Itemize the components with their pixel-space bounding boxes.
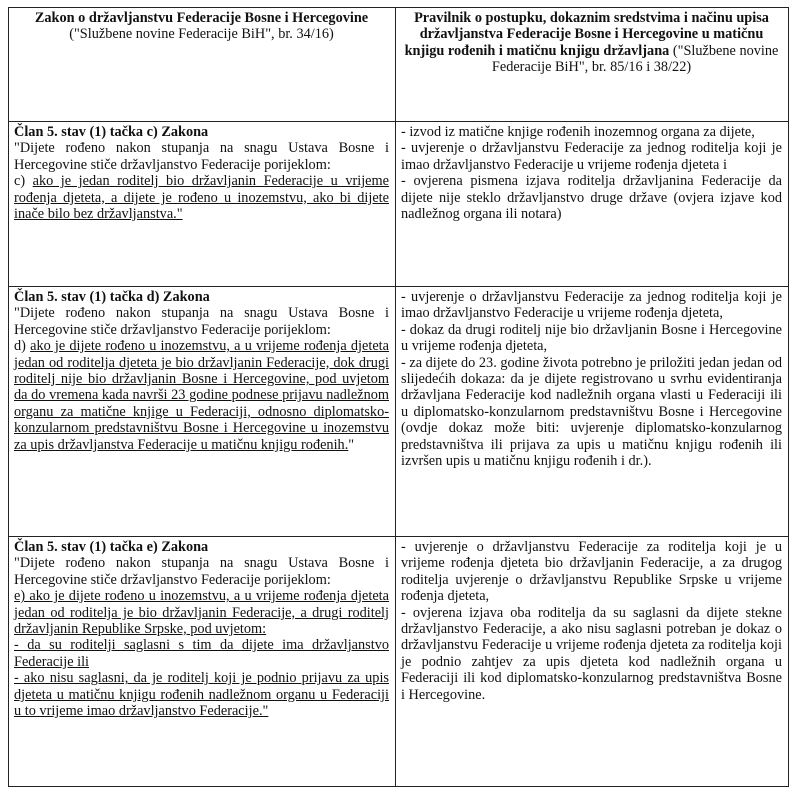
- evidence-item: - uvjerenje o državljanstvu Federacije za roditelja koji je u vrijeme rođenja djeteta bio državljanin Federacije, a za drugog roditelja uvjerenje o državljanstvu Republike Srpske u vrijeme rođenja djeteta,: [401, 539, 782, 605]
- law-cell-c: [9, 122, 396, 287]
- evidence-cell-c: [396, 122, 789, 287]
- article-text: ako je jedan roditelj bio državljanin Federacije u vrijeme rođenja djeteta, a dijete je rođeno u inozemstvu, ako bi dijete inače bilo bez državljanstva.": [14, 173, 389, 223]
- article-prefix: d): [14, 338, 31, 355]
- article-condition: - da su roditelji saglasni s tim da dijete ima državljanstvo Federacije ili: [14, 637, 389, 670]
- evidence-cell-d: [396, 287, 789, 537]
- header-right-source: ("Službene novine Federacije BiH", br. 85/16 i 38/22): [491, 42, 779, 76]
- article-heading: Član 5. stav (1) tačka e) Zakona: [14, 539, 209, 555]
- article-prefix: c): [14, 173, 33, 190]
- law-cell-e: [9, 537, 396, 787]
- article-heading: Član 5. stav (1) tačka c) Zakona: [14, 124, 209, 140]
- header-right-title: Pravilnik o postupku, dokaznim sredstvima i načinu upisa državljanstva Federacije Bosne i Hercegovine u matičnu knjigu rođenih i matičnu knjigu državljana: [404, 10, 769, 59]
- table-row: [9, 287, 789, 537]
- table-row: [9, 537, 789, 787]
- evidence-item: - ovjerena pismena izjava roditelja državljanina Federacije da dijete nije steklo državljanstvo druge države (ovjera izjave kod nadležnog organa ili notara): [401, 173, 782, 223]
- comparison-table: [8, 7, 789, 787]
- table-row: [9, 122, 789, 287]
- article-condition: - ako nisu saglasni, da je roditelj koji je podnio prijavu za upis djeteta u matičnu knjigu rođenih nadležnom organu u Federaciji u to vrijeme imao državljanstvo Federacije.": [14, 670, 389, 720]
- table-header-row: [9, 8, 789, 122]
- evidence-item: - uvjerenje o državljanstvu Federacije za jednog roditelja koji je imao državljanstvo Federacije u vrijeme rođenja djeteta,: [401, 289, 782, 322]
- evidence-item: - ovjerena izjava oba roditelja da su saglasni da dijete stekne državljanstvo Federacije, a ako nisu saglasni potreban je dokaz o državljanstvu Federacije u vrijeme rođenja djeteta za roditelja koji je podnio zahtjev za upis djeteta kod nadležnih organa u Federaciji ili kod diplomatsko-konzularnog predstavništva Bosne i Hercegovine.: [401, 604, 782, 703]
- evidence-item: - uvjerenje o državljanstvu Federacije za jednog roditelja koji je imao državljanstvo Federacije u vrijeme rođenja djeteta i: [401, 140, 782, 173]
- article-intro: "Dijete rođeno nakon stupanja na snagu Ustava Bosne i Hercegovine stiče državljanstvo Federacije porijeklom:: [14, 140, 389, 173]
- header-left: [9, 8, 396, 122]
- article-text: ako je dijete rođeno u inozemstvu, a u vrijeme rođenja djeteta jedan od roditelja djeteta je bio državljanin Federacije, dok drugi roditelj nije bio državljanin Bosne i Hercegovine, pod uvjetom da do vremena kada navrši 23 godine podnese prijavu nadležnom organu za matične knjige u Federaciji, odnosno diplomatsko-konzularnom predstavništvu Bosne i Hercegovine u inozemstvu za upis državljanstva Federacije u matičnu knjigu rođenih.: [14, 338, 390, 453]
- evidence-item: - za dijete do 23. godine života potrebno je priložiti jedan jedan od slijedećih dokaza: da je dijete registrovano u svrhu evidentiranja državljana Federacije kod nadležnih organa vlasti u Federaciji ili u diplomatsko-konzularnom predstavništvu Bosne i Hercegovine (ovdje dokaz može biti: uvjerenje diplomatsko-konzularnog predstavništva ili prijava za upis u matičnu knjigu rođenih ili izvršen upis u matičnu knjigu rođenih i dr.).: [401, 354, 782, 470]
- evidence-item: - dokaz da drugi roditelj nije bio državljanin Bosne i Hercegovine u vrijeme rođenja djeteta,: [401, 321, 782, 355]
- evidence-item: - izvod iz matične knjige rođenih inozemnog organa za dijete,: [401, 124, 755, 140]
- header-left-source: ("Službene novine Federacije BiH", br. 34/16): [69, 26, 334, 43]
- header-left-title: Zakon o državljanstvu Federacije Bosne i Hercegovine: [34, 10, 369, 26]
- article-intro: "Dijete rođeno nakon stupanja na snagu Ustava Bosne i Hercegovine stiče državljanstvo Federacije porijeklom:: [14, 555, 389, 588]
- header-right: [396, 8, 789, 122]
- law-cell-d: [9, 287, 396, 537]
- evidence-cell-e: [396, 537, 789, 787]
- article-suffix: ": [348, 436, 355, 453]
- article-heading: Član 5. stav (1) tačka d) Zakona: [14, 289, 210, 305]
- article-text: e) ako je dijete rođeno u inozemstvu, a u vrijeme rođenja djeteta jedan od roditelja je bio državljanin Federacije, a drugi roditelj državljanin Republike Srpske, pod uvjetom:: [14, 588, 389, 638]
- article-intro: "Dijete rođeno nakon stupanja na snagu Ustava Bosne i Hercegovine stiče državljanstvo Federacije porijeklom:: [14, 305, 389, 338]
